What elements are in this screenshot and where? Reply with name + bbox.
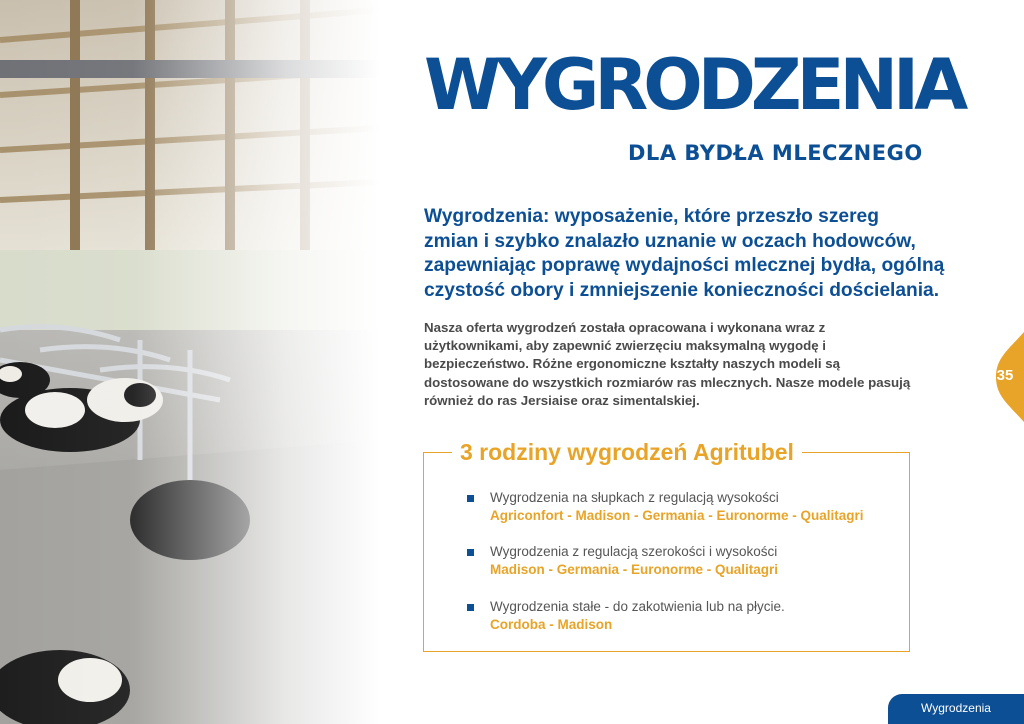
page-number: 35 [996,367,1014,384]
lead-line: Wygrodzenia: wyposażenie, które przeszło szereg [424,206,879,227]
family-models: Cordoba - Madison [490,617,613,632]
page-title: WYGRODZENIA [424,44,964,126]
barn-photo [0,0,380,724]
lead-line: czystość obory i zmniejszenie konieczności dościelania. [424,279,940,301]
family-name: Wygrodzenia stałe - do zakotwienia lub na płycie. [490,599,785,614]
lead-line: zmian i szybko znalazło uznanie w oczach hodowców, [424,230,916,252]
body-paragraph [424,319,984,410]
section-footer-tab [888,694,1024,724]
lead-line: zapewniając poprawę wydajności mlecznej bydła, ogólną [424,255,945,276]
family-name: Wygrodzenia na słupkach z regulacją wysokości [490,490,779,505]
family-models: Madison - Germania - Euronorme - Qualitagri [490,562,779,577]
page-subtitle: DLA BYDŁA MLECZNEGO [628,141,923,165]
square-bullet-icon [467,495,474,502]
body-line: również do ras Jersiaise oraz simentalskiej. [424,392,700,408]
square-bullet-icon [467,604,474,611]
body-line: dostosowane do wszystkich rozmiarów ras mlecznych. Nasze modele pasują [424,374,911,390]
family-models: Agriconfort - Madison - Germania - Euronorme - Qualitagri [490,508,864,523]
body-line: bezpieczeństwo. Różne ergonomiczne kształty naszych modeli są [424,356,841,372]
square-bullet-icon [467,549,474,556]
body-line: Nasza oferta wygrodzeń została opracowana i wykonana wraz z [424,320,826,335]
section-label: Wygrodzenia [921,701,991,715]
lead-paragraph [424,205,984,303]
families-title: 3 rodziny wygrodzeń Agritubel [452,437,802,467]
body-line: użytkownikami, aby zapewnić zwierzęciu maksymalną wygodę i [424,338,827,354]
family-name: Wygrodzenia z regulacją szerokości i wysokości [490,544,778,559]
barn-illustration [0,0,380,724]
